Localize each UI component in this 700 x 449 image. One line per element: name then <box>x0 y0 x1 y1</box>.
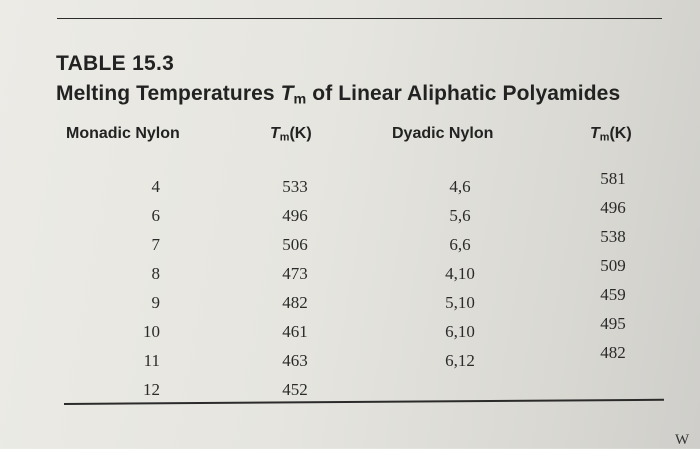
column-monadic-nylon <box>120 172 160 404</box>
tm-subscript: m <box>599 131 610 144</box>
table-cell: 4,10 <box>445 264 475 283</box>
table-cell: 10 <box>143 322 160 341</box>
tm-symbol: T <box>270 125 280 142</box>
table-cell: 581 <box>600 169 626 188</box>
table-cell: 538 <box>600 227 626 246</box>
table-cell: 5,6 <box>449 206 471 225</box>
table-cell: 533 <box>282 177 308 196</box>
tm-subscript: m <box>279 131 290 144</box>
table-title <box>56 82 620 108</box>
header-tm-dyadic <box>590 125 632 144</box>
header-monadic-nylon: Monadic Nylon <box>66 125 180 142</box>
column-tm-dyadic <box>588 164 638 367</box>
table-cell: 12 <box>143 380 160 399</box>
table-cell: 473 <box>282 264 308 283</box>
table-cell: 482 <box>282 293 308 312</box>
top-rule <box>57 18 662 19</box>
title-subscript: m <box>293 91 307 108</box>
table-cell: 4 <box>151 177 160 196</box>
table-cell: 8 <box>151 264 160 283</box>
header-tm-monadic <box>270 125 312 144</box>
table-cell: 496 <box>282 206 308 225</box>
table-cell: 6,10 <box>445 322 475 341</box>
tm-unit: (K) <box>289 125 312 142</box>
table-cell: 9 <box>151 293 160 312</box>
tm-symbol: T <box>590 125 600 142</box>
table-cell: 452 <box>282 380 308 399</box>
table-cell: 5,10 <box>445 293 475 312</box>
tm-unit: (K) <box>609 125 632 142</box>
table-cell: 495 <box>600 314 626 333</box>
page-fragment-text: W <box>675 432 690 448</box>
column-tm-monadic <box>270 172 320 404</box>
title-prefix: Melting Temperatures <box>56 82 281 105</box>
table-cell: 506 <box>282 235 308 254</box>
header-dyadic-nylon: Dyadic Nylon <box>392 125 494 142</box>
column-dyadic-nylon <box>430 172 490 375</box>
table-cell: 461 <box>282 322 308 341</box>
table-cell: 496 <box>600 198 626 217</box>
table-cell: 7 <box>151 235 160 254</box>
table-cell: 6,6 <box>449 235 471 254</box>
title-suffix: of Linear Aliphatic Polyamides <box>306 82 621 105</box>
table-cell: 6 <box>151 206 160 225</box>
table-cell: 459 <box>600 285 626 304</box>
table-cell: 463 <box>282 351 308 370</box>
table-cell: 509 <box>600 256 626 275</box>
table-number: TABLE 15.3 <box>56 52 175 75</box>
table-cell: 11 <box>143 351 160 370</box>
table-cell: 482 <box>600 343 626 362</box>
table-cell: 4,6 <box>449 177 471 196</box>
title-symbol: T <box>280 82 294 105</box>
table-cell: 6,12 <box>445 351 475 370</box>
